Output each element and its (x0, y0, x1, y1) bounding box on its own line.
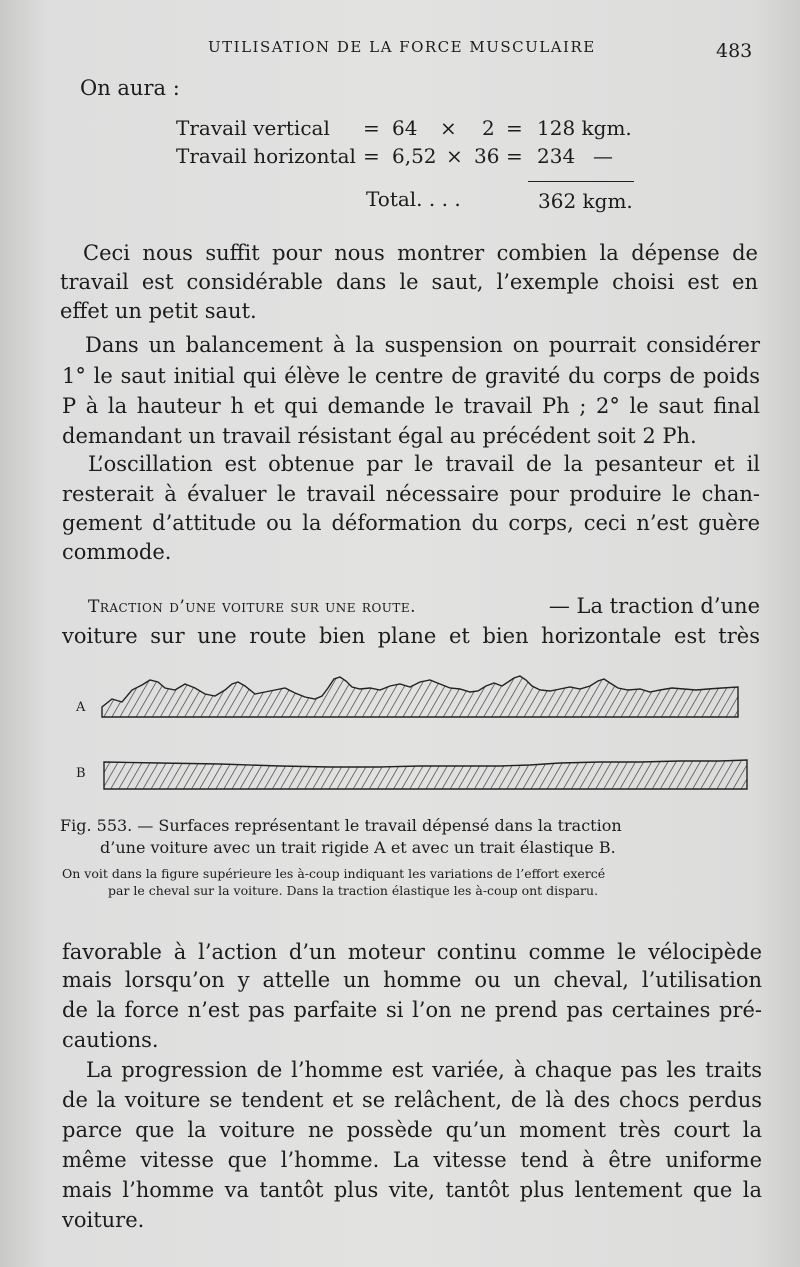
para5-line5: mais l’homme va tantôt plus vite, tantôt plus lentement que la (62, 1178, 762, 1202)
para4-line1: favorable à l’action d’un moteur continu comme le vélocipède (62, 940, 762, 964)
figure-note-line1: On voit dans la figure supérieure les à-coup indiquant les variations de l’effort exercé (62, 866, 606, 881)
eq1-a: 64 (392, 116, 418, 140)
eq2-b: 36 (474, 144, 500, 168)
para2-line1: Dans un balancement à la suspension on pourrait considérer (85, 333, 760, 357)
total-value: 362 kgm. (538, 189, 633, 213)
para2-line3: P à la hauteur h et qui demande le travail Ph ; 2° le saut final (62, 394, 760, 418)
equations-intro: On aura : (80, 76, 180, 100)
para3-line1: L’oscillation est obtenue par le travail de la pesanteur et il (88, 452, 760, 476)
para1-line1: Ceci nous suffit pour nous montrer combien la dépense de (83, 241, 758, 265)
figure-caption-line2: d’une voiture avec un trait rigide A et avec un trait élastique B. (100, 838, 616, 857)
section-line1-rest: — La traction d’une (548, 594, 760, 618)
eq1-result: 128 kgm. (537, 116, 632, 140)
para4-line3: de la force n’est pas parfaite si l’on ne prend pas certaines pré- (62, 998, 762, 1022)
eq2-times: × (446, 144, 463, 168)
total-label: Total. . . . (366, 187, 461, 211)
eq1-label: Travail vertical (176, 116, 330, 140)
para5-line4: même vitesse que l’homme. La vitesse tend à être uniforme (62, 1148, 762, 1172)
eq1-equals2: = (506, 116, 523, 140)
eq2-equals2: = (506, 144, 523, 168)
eq2-ditto: — (593, 144, 613, 168)
para2-line4: demandant un travail résistant égal au précédent soit 2 Ph. (62, 424, 697, 448)
eq1-equals: = (363, 116, 380, 140)
surface-b-elastic-trace (104, 760, 747, 789)
para1-line3: effet un petit saut. (60, 299, 257, 323)
eq2-a: 6,52 (392, 144, 437, 168)
para3-line2: resterait à évaluer le travail nécessaire pour produire le chan- (62, 482, 760, 506)
eq2-result: 234 (537, 144, 576, 168)
para5-line1: La progression de l’homme est variée, à chaque pas les traits (86, 1058, 762, 1082)
eq2-label: Travail horizontal (176, 144, 356, 168)
para3-line4: commode. (62, 540, 172, 564)
para3-line3: gement d’attitude ou la déformation du corps, ceci n’est guère (62, 511, 760, 535)
para2-line2: 1° le saut initial qui élève le centre de gravité du corps de poids (62, 364, 760, 388)
figure-caption-line1: Fig. 553. — Surfaces représentant le travail dépensé dans la traction (60, 816, 622, 835)
eq2-equals: = (363, 144, 380, 168)
figure-label-b: B (76, 766, 86, 781)
para1-line2: travail est considérable dans le saut, l’exemple choisi est en (60, 270, 758, 294)
figure-label-a: A (76, 700, 86, 715)
eq1-b: 2 (482, 116, 495, 140)
para4-line2: mais lorsqu’on y attelle un homme ou un cheval, l’utilisation (62, 968, 762, 992)
figure-note-line2: par le cheval sur la voiture. Dans la traction élastique les à-coup ont disparu. (108, 883, 599, 898)
para5-line3: parce que la voiture ne possède qu’un moment très court la (62, 1118, 762, 1142)
section-title: Traction d’une voiture sur une route. (88, 597, 417, 617)
running-title: UTILISATION DE LA FORCE MUSCULAIRE (208, 38, 596, 56)
eq1-times: × (440, 116, 457, 140)
para5-line6: voiture. (62, 1208, 145, 1232)
para4-line4: cautions. (62, 1028, 159, 1052)
page-number: 483 (716, 40, 753, 62)
para5-line2: de la voiture se tendent et se relâchent, de là des chocs perdus (62, 1088, 762, 1112)
surface-a-rigid-trace (102, 676, 738, 717)
section-line2: voiture sur une route bien plane et bien horizontale est très (62, 624, 760, 648)
